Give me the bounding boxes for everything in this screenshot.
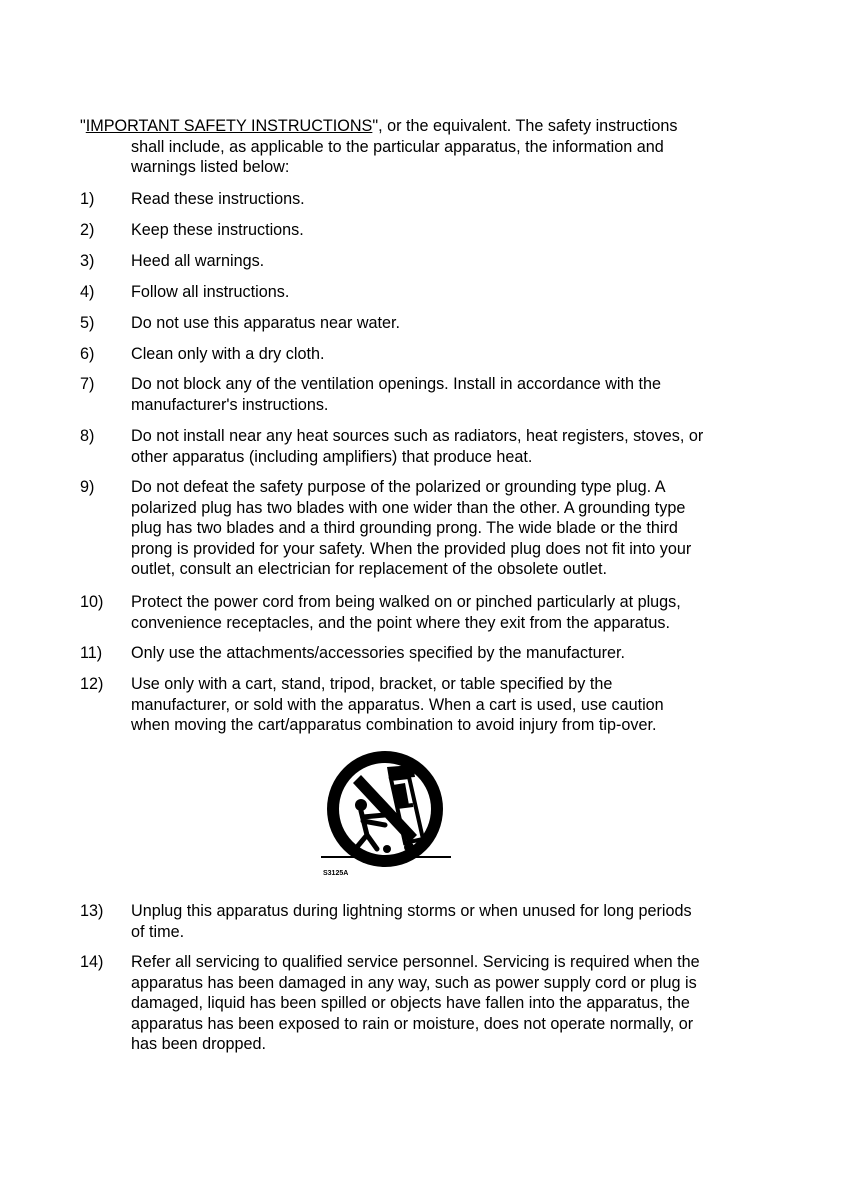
item-number: 4) [80, 283, 95, 301]
item-text-line: Read these instructions. [131, 190, 305, 208]
item-text [131, 674, 746, 736]
item-number: 13) [80, 902, 104, 920]
item-text-line: prong is provided for your safety. When the provided plug does not fit into your [131, 539, 692, 558]
item-number: 3) [80, 252, 95, 270]
item-text [131, 282, 746, 303]
item-text-line: Use only with a cart, stand, tripod, bracket, or table specified by the [131, 675, 613, 693]
cart-warning-figure [305, 745, 465, 885]
intro-line-2: shall include, as applicable to the particular apparatus, the information and [131, 137, 664, 156]
item-text [131, 313, 746, 334]
item-text [131, 344, 746, 365]
intro-line-1 [80, 116, 740, 137]
item-text-line: damaged, liquid has been spilled or objects have fallen into the apparatus, the [131, 994, 690, 1012]
item-text-line: Do not install near any heat sources such as radiators, heat registers, stoves, or [131, 427, 704, 445]
item-text [131, 220, 746, 241]
item-text-line: Do not block any of the ventilation openings. Install in accordance with the [131, 375, 662, 393]
item-text [131, 952, 746, 1055]
item-text-line: Heed all warnings. [131, 252, 265, 270]
item-number: 8) [80, 427, 95, 445]
item-text-line: apparatus has been exposed to rain or moisture, does not operate normally, or [131, 1014, 694, 1033]
intro-quote-open: " [80, 117, 86, 135]
item-text-line: other apparatus (including amplifiers) that produce heat. [131, 447, 533, 466]
item-text [131, 374, 746, 415]
item-number: 6) [80, 345, 95, 363]
item-text [131, 477, 746, 580]
item-text-line: Do not use this apparatus near water. [131, 314, 401, 332]
item-text-line: outlet, consult an electrician for replacement of the obsolete outlet. [131, 560, 608, 578]
intro-line-3: warnings listed below: [131, 158, 290, 176]
item-number: 14) [80, 953, 104, 971]
item-number: 1) [80, 190, 95, 208]
item-text-line: Do not defeat the safety purpose of the polarized or grounding type plug. A [131, 478, 666, 496]
item-text-line: Refer all servicing to qualified service personnel. Servicing is required when the [131, 953, 700, 971]
intro-paragraph [80, 116, 740, 178]
item-text-line: when moving the cart/apparatus combination to avoid injury from tip-over. [131, 716, 657, 734]
item-number: 7) [80, 375, 95, 393]
item-text-line: polarized plug has two blades with one wider than the other. A grounding type [131, 498, 686, 517]
item-text-line: Only use the attachments/accessories specified by the manufacturer. [131, 644, 625, 662]
item-text-line: of time. [131, 922, 185, 941]
item-number: 11) [80, 644, 103, 662]
item-number: 9) [80, 478, 95, 496]
item-text-line: apparatus has been damaged in any way, such as power supply cord or plug is [131, 973, 697, 992]
item-text [131, 643, 746, 664]
item-text [131, 189, 746, 210]
item-text [131, 426, 746, 467]
cart-tip-over-warning-icon [305, 745, 465, 885]
item-number: 12) [80, 675, 104, 693]
item-number: 2) [80, 221, 95, 239]
item-text [131, 592, 746, 633]
item-text-line: convenience receptacles, and the point where they exit from the apparatus. [131, 613, 671, 632]
item-text [131, 901, 746, 942]
item-text-line: has been dropped. [131, 1035, 267, 1053]
item-text-line: manufacturer, or sold with the apparatus. When a cart is used, use caution [131, 695, 664, 714]
item-text-line: plug has two blades and a third grounding prong. The wide blade or the third [131, 519, 678, 537]
item-number: 5) [80, 314, 95, 332]
item-text-line: Unplug this apparatus during lightning storms or when unused for long periods [131, 902, 692, 920]
item-text-line: Follow all instructions. [131, 283, 290, 301]
item-text [131, 251, 746, 272]
item-number: 10) [80, 593, 104, 611]
intro-heading: IMPORTANT SAFETY INSTRUCTIONS [85, 117, 373, 135]
item-text-line: Protect the power cord from being walked on or pinched particularly at plugs, [131, 593, 681, 611]
cart-warning-label: S3125A [323, 870, 349, 877]
intro-line1-rest: ", or the equivalent. The safety instructions [372, 117, 678, 135]
item-text-line: manufacturer's instructions. [131, 395, 329, 414]
item-text-line: Clean only with a dry cloth. [131, 345, 325, 363]
item-text-line: Keep these instructions. [131, 221, 304, 239]
